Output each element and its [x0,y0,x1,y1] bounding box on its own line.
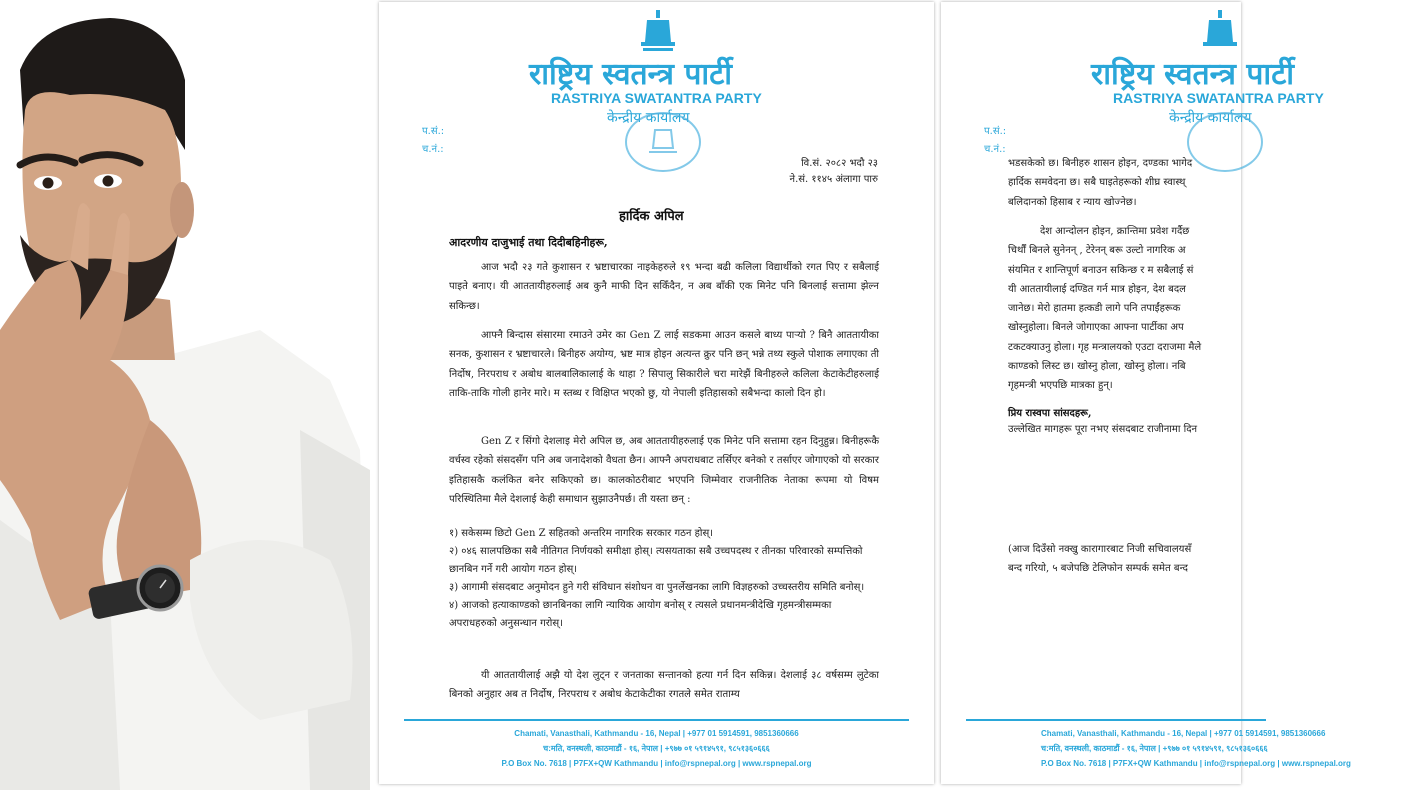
ref-number-label-2: प.सं.: [984,126,1007,137]
footer-divider [404,719,909,721]
footer-address-np: च:मति, वनस्थली, काठमाडौं - १६, नेपाल | +९७७ ०१ ५९१४५९१, ९८५१३६०६६६ [543,744,770,753]
demand-item-1: १) सकेसम्म छिटो Gen Z सहितको अन्तरिम नागरिक सरकार गठन होस्। [449,528,714,539]
page2-note-line-1: (आज दिउँसो नक्खु कारागारबाट निजी सचिवालयसँ [1008,544,1192,555]
office-name-2: केन्द्रीय कार्यालय [1169,110,1252,126]
letter-page-2 [941,2,1351,784]
footer-web: P.O Box No. 7618 | P7FX+QW Kathmandu | info@rspnepal.org | www.rspnepal.org [501,759,812,768]
page2-line: बलिदानको हिसाब र न्याय खोज्नेछ। [1008,196,1137,208]
person-photo [0,0,370,790]
page2-line: संयमित र शान्तिपूर्ण बनाउन सकिन्छ र म सबैलाई सं [1008,264,1194,276]
party-name-english: RASTRIYA SWATANTRA PARTY [551,90,762,106]
footer-contact-2 [1041,726,1401,771]
demand-item-4: ४) आजको हत्याकाण्डको छानबिनका लागि न्यायिक आयोग बनोस् र त्यसले प्रधानमन्त्रीदेखि गृहमन्त्रीसम्मका अपराधहरुको अनुसन्धान गरोस्। [449,600,832,629]
date-block [678,156,878,188]
party-name-nepali: राष्ट्रिय स्वतन्त्र पार्टी [529,57,733,92]
office-name: केन्द्रीय कार्यालय [607,110,690,126]
date-nepal-sambat: ने.सं. ११४५ अंलागा पारु [789,174,878,185]
page2-line: काण्डको लिस्ट छ। खोस्नु होला, खोस्नु होला। नबि [1008,361,1186,373]
paragraph-3: Gen Z र सिंगो देशलाइ मेरो अपिल छ, अब आततायीहरुलाई एक मिनेट पनि सत्तामा रहन दिनुहुन्न। बिनीहरूकै वर्चस्व रहेको संसदसँग पनि अब जनादेशको वैधता छैन। आफ्नै अपराधबाट तर्सिएर बनेको र तर्साएर जोगाएको यो सरकार इतिहासकै कलंकित बनेर सकिएको छ। कालकोठरीबाट भएपनि जिम्मेवार राजनीतिक नेताका रूपमा यो विषम परिस्थितिमा मैले देशलाई केही समाधान सुझाउनैपर्छ। ती यस्ता छन् : [449,436,879,505]
page2-note [1008,540,1191,579]
party-name-nepali-2: राष्ट्रिय स्वतन्त्र पार्टी [1091,57,1295,92]
bell-logo-icon-2 [1203,10,1237,52]
page2-line: गृहमन्त्री भएपछि मात्रका हुन्। [1008,380,1113,392]
page2-line: यी आततायीलाई दण्डित गर्न मात्र होइन, देश बदल [1008,283,1186,295]
party-seal-2 [1187,112,1263,172]
date-bikram-sambat: वि.सं. २०८२ भदौ २३ [801,158,878,169]
page2-line: देश आन्दोलन होइन, क्रान्तिमा प्रवेश गर्दैछ [1040,226,1190,237]
page2-line: हार्दिक समवेदना छ। सबै घाइतेहरूको शीघ्र स्वास्थ् [1008,177,1186,189]
dispatch-number-label: च.नं.: [422,144,444,155]
paragraph-2: आफ्नै बिन्दास संसारमा रमाउने उमेर का Gen Z लाई सडकमा आउन कसले बाध्य पार्‍यो ? बिनै आततायीका सनक, कुशासन र भ्रष्टाचारले। बिनीहरु अयोग्य, भ्रष्ट मात्र होइन अत्यन्त क्रुर पनि छन् भन्ने तथ्य स्कुले पोशाक लगाएका ती निर्दोष, निरपराध र अबोध बालबालिकालाई के थाहा ? सिपालु सिकारीले चरा मारेझैं बिनीहरुले कलिला केटाकेटीहरुलाई ताकि-ताकि गोली हानेर मारे। म स्तब्ध र विक्षिप्त भएको छु, यो नेपाली इतिहासको सबैभन्दा कालो दिन हो। [449,330,879,399]
person-illustration [0,0,370,790]
page2-line: चिर्थौं बिनले सुनेनन् , टेरेनन् बरू उल्टो नागरिक अ [1008,245,1186,257]
ref-number-label: प.सं.: [422,126,445,137]
page2-line: जानेछ। मेरो हातमा हत्कडी लागे पनि तपाईंहरूक [1008,303,1181,315]
party-name-english-2: RASTRIYA SWATANTRA PARTY [1113,90,1324,106]
footer-contact [379,726,934,771]
paragraph-closing: यी आततायीलाई अझै यो देश लुट्न र जनताका सन्तानको हत्या गर्न दिन सकिन्न। देशलाई ३८ वर्षसम्म लुटेका बिनको अनुहार अब त निर्दोष, निरपराध र अबोध केटाकेटीका रगतले समेत राताम्य [449,670,879,701]
demand-item-2: २) ०४६ सालपछिका सबै नीतिगत निर्णयको समीक्षा होस्। त्यसयताका सबै उच्चपदस्थ र तीनका परिवारको सम्पत्तिको छानबिन गर्ने गरी आयोग गठन होस्। [449,546,863,575]
salutation: आदरणीय दाजुभाई तथा दिदीबहिनीहरू, [449,236,608,249]
page2-line: भडसकेको छ। बिनीहरु शासन होइन, दण्डका भागेद [1008,158,1193,169]
paragraph-1: आज भदौ २३ गते कुशासन र भ्रष्टाचारका नाइकेहरुले १९ भन्दा बढी कलिला विद्यार्थीको रगत पिए र सबैलाई पाइते बनाए। यी आततायीहरुलाई अब कुनै माफी दिन सकिँदैन, न अब बाँकी एक मिनेट पनि बिनलाई सत्तामा झेल्न सकिन्छ। [449,262,879,312]
page2-subheading: प्रिय रास्वपा सांसदहरू, [1008,408,1092,419]
page2-resignation-line: उल्लेखित मागहरू पूरा नभए संसदबाट राजीनामा दिन [1008,424,1198,435]
demands-list [449,525,879,633]
letter-page-1 [379,2,934,784]
footer-address-np-2: च:मति, वनस्थली, काठमाडौं - १६, नेपाल | +९७७ ०१ ५९१४५९१, ९८५१३६०६६६ [1041,744,1268,753]
dispatch-number-label-2: च.नं.: [984,144,1006,155]
page2-line: खोस्नुहोला। बिनले जोगाएका आफ्ना पार्टीका अप [1008,322,1184,334]
footer-web-2: P.O Box No. 7618 | P7FX+QW Kathmandu | info@rspnepal.org | www.rspnepal.org [1041,759,1351,768]
letter-title: हार्दिक अपिल [619,209,684,224]
footer-divider-2 [966,719,1266,721]
page2-para-a [1008,154,1192,212]
footer-address-en: Chamati, Vanasthali, Kathmandu - 16, Nepal | +977 01 5914591, 9851360666 [514,729,799,738]
page2-line: टकटक्याउनु होला। गृह मन्त्रालयको एउटा दराजमा मैले [1008,341,1202,353]
page2-note-line-2: बन्द गरियो, ५ बजेपछि टेलिफोन सम्पर्क समेत बन्द [1008,563,1188,575]
bell-logo-icon [641,10,675,52]
footer-address-en-2: Chamati, Vanasthali, Kathmandu - 16, Nepal | +977 01 5914591, 9851360666 [1041,729,1326,738]
page2-para-b [1008,222,1201,396]
demand-item-3: ३) आगामी संसदबाट अनुमोदन हुने गरी संविधान संशोधन वा पुनर्लेखनका लागि विज्ञहरुको उच्चस्तरीय समिति बनोस्। [449,582,865,593]
